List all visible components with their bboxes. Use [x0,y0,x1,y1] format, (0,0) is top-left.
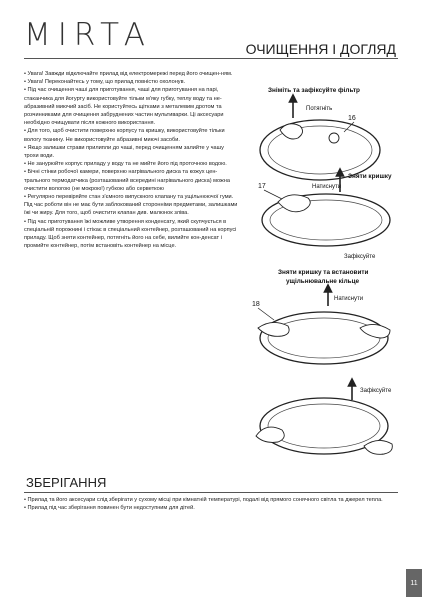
header-divider [24,58,398,59]
label-press-2: Натиснути [334,296,364,302]
care-paragraph: • Регулярно перевіряйте стан з'ємного випускного клапану та ущільнюючої гуми. Під час роботи він не має бути заблокований сторонніми предметами, залишками їжі чи жиру. Для того, щоб очистити клапан див. малюнок зліва. [24,194,238,217]
label-remove-lid: Зняти кришку [348,173,392,180]
brand-logo: MIRTA [24,17,152,53]
label-filter: Зніміть та зафіксуйте фільтр [268,87,360,94]
care-paragraph: • Під час приготування їжі можливе утворення конденсату, який скупчується в спеціальній порожнині і стікає в спеціальний контейнер, розташований на корпусі приладу. Щоб зняти контейнер, потягніть його на себе, вилийте кон-денсат і промийте контейнер, потім встановіть контейнер на місце. [24,218,237,250]
care-paragraph: • Якщо залишки страви прилипли до чаші, перед очищенням залийте у чашу трохи води. [24,144,224,160]
remove-lid-panel [258,172,392,260]
care-paragraph: • Для того, щоб очистити поверхню корпусу та кришку, використовуйте тільки вологу тканину. Не використовуйте абразивні миючі засоби. [24,128,225,143]
storage-divider [24,492,398,493]
care-paragraph: • Не занурюйте корпус приладу у воду та не мийте його під проточною водою. [24,161,227,168]
hand-icon [258,322,289,336]
lid-outline [260,312,388,364]
label-18: 18 [252,301,260,308]
care-paragraph: • Під час очищення чаші для приготування, чаші для приготування на парі, стаканчика для йогурту використовуйте тільки м'яку губку, теплу воду та не-абразивний миючий засіб. Не користуйтесь щітками з металевим дротом та розчинниками для очищення забруднених частин мультиварки. Ці аксесуари необхідно очищувати після кожного використання. [24,87,224,127]
care-instructions [24,70,240,250]
label-fix-1: Зафіксуйте [344,254,376,260]
storage-paragraph: • Прилад та його аксесуари слід зберігати у сухому місці при кімнатній температурі, подалі від прямого сонячного світла та джерел тепла. [24,497,383,503]
label-seal-2: ущільнювальне кільце [286,278,360,285]
care-paragraph: • Увага! Завжди відключайте прилад від електромережі перед його очищен-ням. [24,71,233,77]
filter-panel [260,86,380,180]
cleaning-illustration-svg [248,70,404,465]
fix-panel [256,382,392,454]
storage-instructions [24,496,396,513]
hand-icon [278,195,310,212]
cleaning-illustration [248,70,404,465]
lid-outline [260,120,380,180]
label-seal-1: Зняти кришку та встановити [278,269,369,276]
leader-line [258,308,274,320]
label-16: 16 [348,115,356,122]
page-number: 11 [406,569,422,597]
seal-ring [268,318,380,358]
filter-icon [329,133,339,143]
lid-inner-ring [268,404,380,448]
section-title: ОЧИЩЕННЯ І ДОГЛЯД [245,41,396,57]
label-fix-2: Зафіксуйте [360,388,392,394]
care-paragraph: • Увага! Переконайтесь у тому, що прилад повністю охолонув. [24,79,186,86]
label-pull: Потягніть [306,106,333,112]
storage-paragraph: • Прилад під час зберігання повинен бути недоступним для дітей. [24,505,195,512]
storage-title: ЗБЕРІГАННЯ [26,475,107,490]
leader-line [264,190,284,200]
seal-ring-panel [252,269,390,364]
care-paragraph: • Бічні стінки робочої камери, поверхню нагрівального диска та кожух цен-трального термодатчика (розташований всередині нагрівального диска) можна очистити вологою (не мокрою!) губкою або серветкою [24,169,230,192]
hand-icon [364,440,392,454]
label-17: 17 [258,183,266,190]
label-press-1: Натиснути [312,184,342,190]
hand-icon [360,324,390,338]
